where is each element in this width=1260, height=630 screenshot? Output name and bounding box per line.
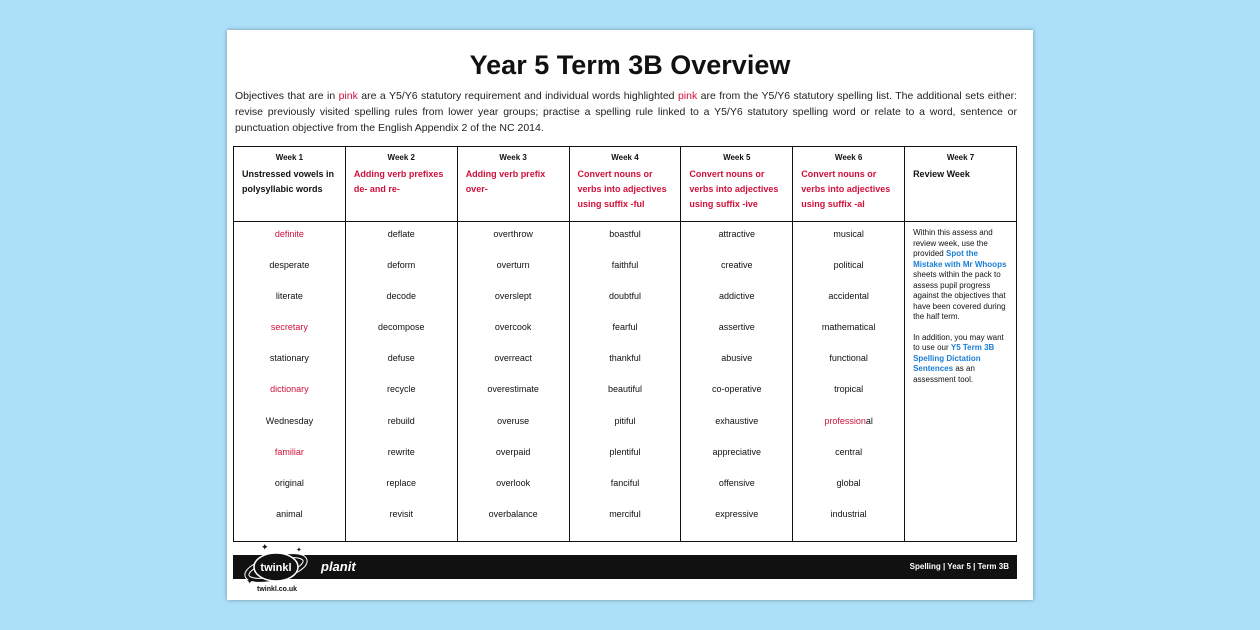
spelling-word	[794, 478, 903, 509]
word-text: exhaustive	[715, 415, 759, 426]
svg-text:✦: ✦	[296, 547, 302, 554]
word-list	[345, 222, 457, 542]
word-text: doubtful	[608, 291, 641, 302]
note-paragraph	[913, 333, 1008, 386]
word-text: appreciative	[712, 446, 762, 457]
word-text: recycle	[387, 384, 416, 395]
word-text: dictionary	[270, 384, 309, 395]
spelling-word	[794, 447, 903, 478]
word-text: assertive	[718, 322, 755, 333]
week-header	[681, 147, 793, 222]
word-text: pitiful	[614, 415, 636, 426]
spelling-word	[571, 509, 680, 540]
spelling-word	[235, 322, 344, 353]
week-header	[234, 147, 346, 222]
spelling-word	[235, 384, 344, 415]
word-text: mathematical	[821, 322, 876, 333]
week-objective: Convert nouns or verbs into adjectives using suffix -ful	[577, 169, 667, 209]
spelling-word	[235, 416, 344, 447]
word-text: merciful	[609, 508, 641, 519]
word-list	[234, 222, 346, 542]
spelling-word	[347, 229, 456, 260]
word-text: offensive	[718, 477, 755, 488]
word-list	[793, 222, 905, 542]
word-text: overuse	[497, 415, 530, 426]
word-text: overestimate	[487, 384, 539, 395]
word-text: replace	[386, 477, 417, 488]
note-text: as an assessment tool.	[913, 364, 975, 384]
spelling-word	[347, 447, 456, 478]
word-text: fearful	[612, 322, 638, 333]
word-text: overthrow	[493, 229, 533, 239]
word-text: rewrite	[387, 446, 415, 457]
intro-part: Objectives that are in	[235, 90, 339, 102]
spelling-word	[794, 322, 903, 353]
word-text: faithful	[611, 260, 639, 271]
spelling-word	[459, 353, 568, 384]
word-text: musical	[833, 229, 864, 239]
spelling-word	[571, 416, 680, 447]
intro-part: are from the Y5/Y6 statutory spelling list. The additional sets either: revise previously visited spelling rules from lower year groups; practise a spelling rule linked to a Y5/Y6 statutory spelling word or relate to a word, sentence or punctuation objective from the English Appendix 2 of the NC 2014.	[235, 90, 1017, 134]
word-text: abusive	[721, 353, 753, 364]
overview-table	[233, 146, 1017, 542]
spelling-word	[235, 260, 344, 291]
word-text: overreact	[494, 353, 532, 364]
word-text: accidental	[828, 291, 869, 302]
svg-text:✦: ✦	[246, 576, 254, 586]
week-label: Week 1	[275, 153, 304, 162]
spelling-word	[459, 291, 568, 322]
week-header	[345, 147, 457, 222]
spelling-word	[347, 260, 456, 291]
review-note	[905, 222, 1017, 542]
word-text: plentiful	[609, 446, 641, 457]
word-text: overlook	[496, 477, 531, 488]
week-objective: Review Week	[913, 169, 970, 179]
spelling-word	[459, 416, 568, 447]
word-text: boastful	[609, 229, 641, 239]
spelling-word	[459, 509, 568, 540]
word-text: political	[833, 260, 864, 271]
spelling-word	[682, 353, 791, 384]
spelling-word	[235, 229, 344, 260]
spelling-word	[347, 478, 456, 509]
week-objective: Unstressed vowels in polysyllabic words	[242, 169, 335, 194]
pink-word: pink	[338, 90, 358, 102]
footer-bar	[233, 555, 1017, 579]
week-label: Week 3	[499, 153, 527, 162]
document-page	[227, 30, 1033, 600]
word-list	[681, 222, 793, 542]
word-text: overbalance	[488, 508, 538, 519]
word-text: industrial	[830, 508, 867, 519]
word-text: expressive	[715, 508, 759, 519]
word-text: original	[274, 477, 304, 488]
word-text: overturn	[496, 260, 530, 271]
word-text: decode	[386, 291, 417, 302]
spelling-word	[235, 291, 344, 322]
spelling-word	[347, 291, 456, 322]
word-text: overpaid	[495, 446, 531, 457]
spelling-word	[459, 260, 568, 291]
spelling-word	[794, 353, 903, 384]
week-objective: Adding verb prefix over-	[465, 169, 546, 194]
word-text: co-operative	[712, 384, 762, 395]
dictation-sentences-link[interactable]: Y5 Term 3B Spelling Dictation Sentences	[913, 343, 995, 373]
note-text: In addition, you may want to use our	[913, 332, 1004, 352]
spelling-word	[459, 384, 568, 415]
spelling-word	[682, 229, 791, 260]
word-text: decompose	[378, 322, 425, 333]
word-text: beautiful	[607, 384, 642, 395]
word-text: fanciful	[610, 477, 640, 488]
week-objective: Convert nouns or verbs into adjectives using suffix -al	[801, 169, 891, 209]
word-text: thankful	[609, 353, 641, 364]
word-text: functional	[829, 353, 868, 364]
spelling-word	[235, 447, 344, 478]
footer-label: Spelling | Year 5 | Term 3B	[909, 562, 1009, 571]
spelling-word	[235, 353, 344, 384]
spelling-word	[571, 260, 680, 291]
week-objective: Adding verb prefixes de- and re-	[353, 169, 444, 194]
week-label: Week 7	[946, 153, 975, 162]
word-text: literate	[275, 291, 303, 302]
week-header	[793, 147, 905, 222]
week-label: Week 4	[611, 153, 639, 162]
spelling-word	[571, 353, 680, 384]
word-text: addictive	[719, 291, 755, 302]
word-text: definite	[274, 229, 304, 239]
week-label: Week 2	[387, 153, 415, 162]
intro-text	[235, 88, 1017, 136]
word-text: global	[836, 477, 861, 488]
week-header	[905, 147, 1017, 222]
spelling-word	[571, 478, 680, 509]
spelling-word	[347, 509, 456, 540]
svg-text:✦: ✦	[261, 542, 269, 552]
spelling-word	[459, 478, 568, 509]
page-title: Year 5 Term 3B Overview	[469, 50, 791, 80]
twinkl-logo	[241, 542, 311, 588]
word-list	[569, 222, 681, 542]
word-text: revisit	[389, 508, 414, 519]
spot-the-mistake-link[interactable]: Spot the Mistake with Mr Whoops	[913, 249, 1007, 269]
spelling-word	[571, 447, 680, 478]
word-text: rebuild	[387, 415, 415, 426]
week-objective: Convert nouns or verbs into adjectives using suffix -ive	[689, 169, 779, 209]
word-text: tropical	[834, 384, 864, 395]
spelling-word	[682, 322, 791, 353]
spelling-word	[682, 478, 791, 509]
note-text: sheets within the pack to assess pupil progress against the objectives that have been covered during the half term.	[913, 270, 1006, 321]
week-header	[457, 147, 569, 222]
spelling-word	[347, 353, 456, 384]
spelling-word	[571, 322, 680, 353]
word-text: animal	[276, 508, 303, 519]
spelling-word	[682, 291, 791, 322]
spelling-word	[794, 291, 903, 322]
spelling-word	[347, 416, 456, 447]
spelling-word	[682, 260, 791, 291]
spelling-word	[682, 509, 791, 540]
word-text: secretary	[270, 322, 308, 333]
word-text: deform	[387, 260, 416, 271]
spelling-word	[571, 384, 680, 415]
intro-part: are a Y5/Y6 statutory requirement and individual words highlighted	[357, 90, 678, 102]
spelling-word	[235, 478, 344, 509]
spelling-word	[459, 229, 568, 260]
spelling-word	[794, 229, 903, 260]
week-label: Week 5	[723, 153, 751, 162]
week-header	[569, 147, 681, 222]
spelling-word	[347, 384, 456, 415]
brand-name: planit	[321, 559, 356, 574]
pink-word: pink	[677, 90, 698, 102]
spelling-word	[682, 416, 791, 447]
spelling-word	[347, 322, 456, 353]
spelling-word	[682, 384, 791, 415]
footer-url[interactable]: twinkl.co.uk	[257, 586, 298, 593]
note-text: Within this assess and review week, use the provided	[913, 228, 993, 258]
word-text: attractive	[718, 229, 756, 239]
word-text: overslept	[494, 291, 532, 302]
word-text: central	[835, 446, 863, 457]
word-suffix: al	[865, 415, 873, 426]
word-text: creative	[721, 260, 753, 271]
spelling-word	[682, 447, 791, 478]
week-label: Week 6	[834, 153, 863, 162]
spelling-word	[459, 322, 568, 353]
word-text: overcook	[494, 322, 532, 333]
spelling-word	[235, 509, 344, 540]
word-text: desperate	[269, 260, 310, 271]
spelling-word	[794, 509, 903, 540]
spelling-word	[794, 416, 903, 447]
word-text: profession	[824, 415, 866, 426]
word-text: defuse	[387, 353, 415, 364]
spelling-word	[571, 291, 680, 322]
word-text: familiar	[274, 446, 304, 457]
note-paragraph	[913, 228, 1008, 323]
word-text: stationary	[269, 353, 309, 364]
spelling-word	[571, 229, 680, 260]
spelling-word	[794, 260, 903, 291]
spelling-word	[794, 384, 903, 415]
svg-text:twinkl: twinkl	[260, 562, 292, 574]
word-list	[457, 222, 569, 542]
word-text: deflate	[387, 229, 415, 239]
word-text: Wednesday	[265, 415, 314, 426]
spelling-word	[459, 447, 568, 478]
